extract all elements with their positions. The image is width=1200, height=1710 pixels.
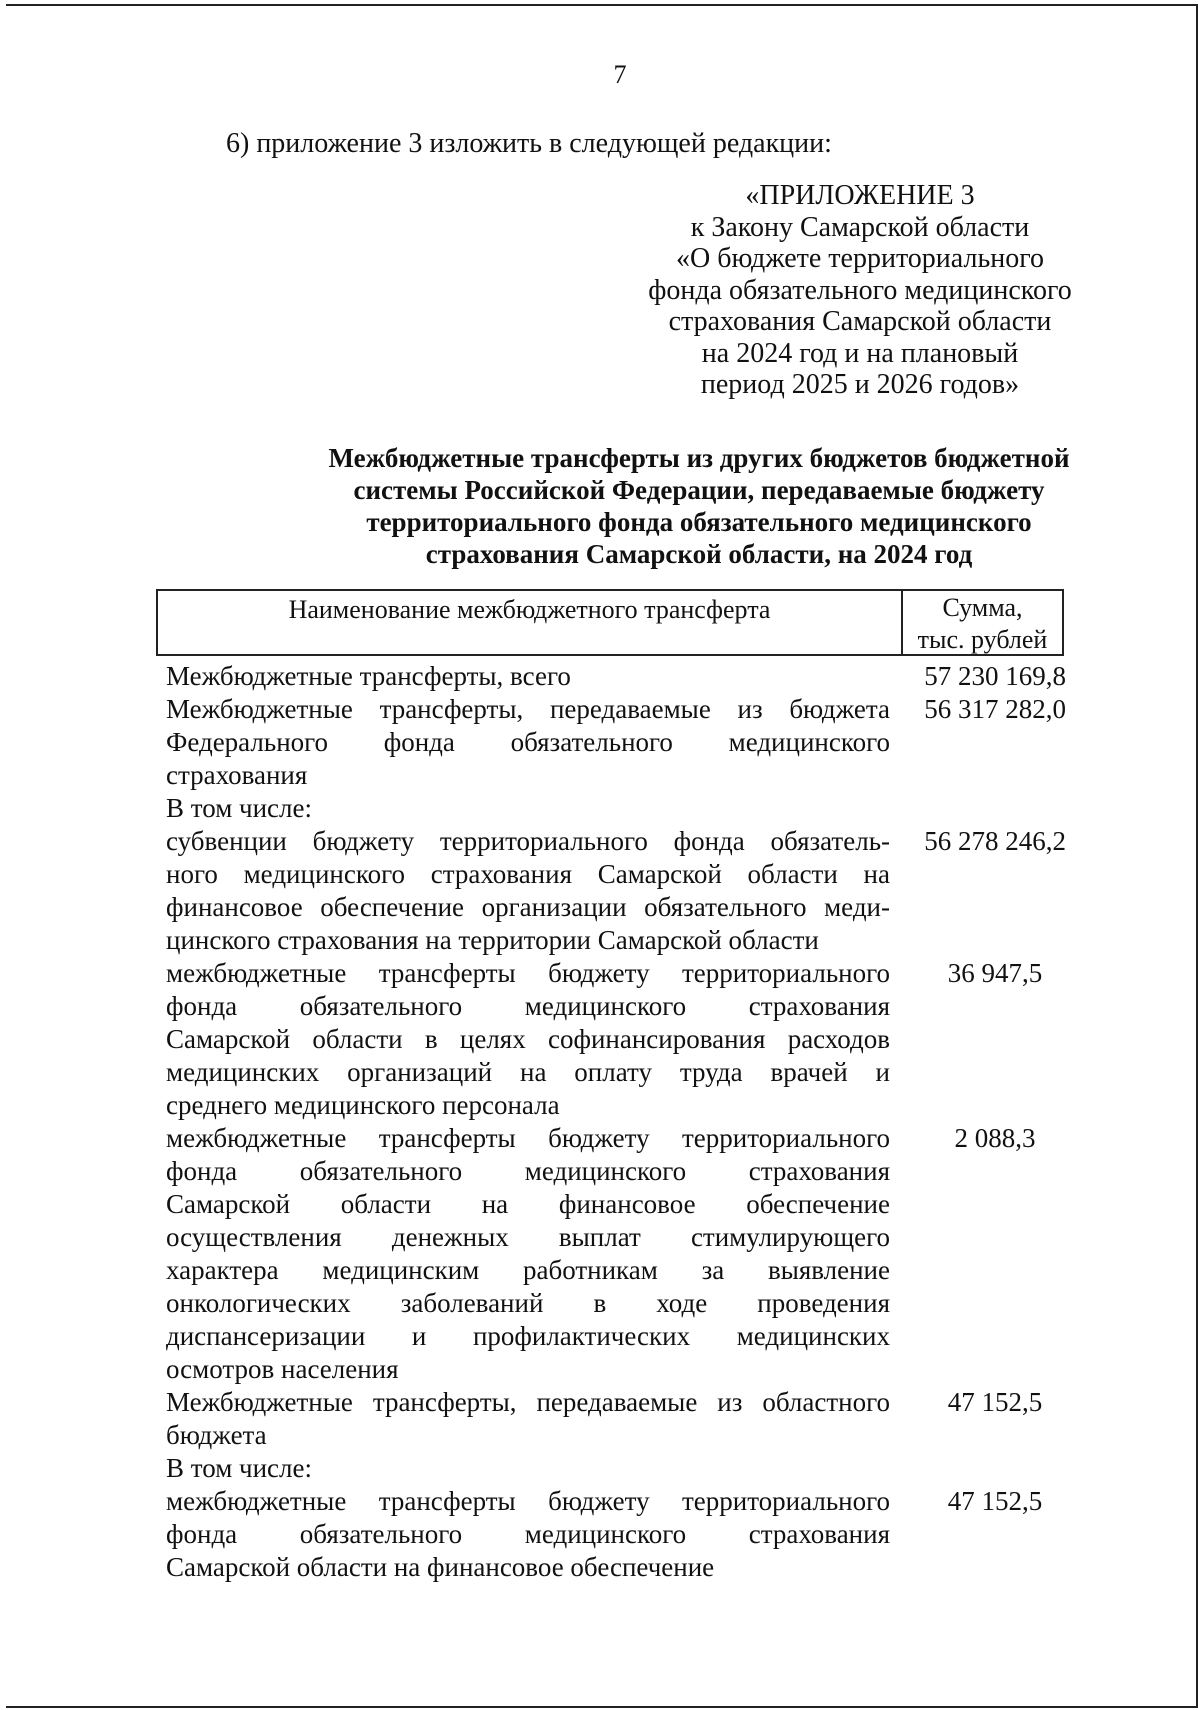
column-header-sum-line: Сумма, [942, 593, 1023, 622]
row-sum: 47 152,5 [947, 1387, 1043, 1417]
row-sum: 57 230 169,8 [924, 661, 1066, 691]
row-name-line: Межбюджетные трансферты, передаваемые из бюджета [166, 694, 890, 724]
row-name-line: межбюджетные трансферты бюджету территориального [166, 1486, 890, 1516]
title-line: территориального фонда обязательного медицинского [366, 507, 1032, 537]
row-name-line: характера медицинским работникам за выявление [166, 1255, 890, 1285]
row-name-line: Самарской области в целях софинансирования расходов [166, 1024, 890, 1054]
intro-paragraph: 6) приложение 3 изложить в следующей редакции: [226, 128, 832, 159]
row-name-line: Самарской области на финансовое обеспечение [166, 1552, 715, 1582]
row-name [166, 1485, 890, 1584]
page-number: 7 [613, 60, 627, 89]
appendix-header [620, 180, 1100, 401]
row-name [166, 1122, 890, 1386]
appendix-header-line: фонда обязательного медицинского [648, 274, 1072, 306]
appendix-header-line: страхования Самарской области [668, 306, 1052, 337]
row-name [166, 957, 890, 1122]
column-header-sum [903, 591, 1062, 654]
row-name [166, 825, 890, 957]
row-name-line: осуществления денежных выплат стимулирующего [166, 1222, 890, 1252]
table-row [166, 792, 1066, 825]
row-sum: 56 317 282,0 [924, 694, 1066, 724]
row-name [166, 660, 890, 693]
row-name-line: среднего медицинского персонала [166, 1090, 560, 1120]
appendix-header-line: на 2024 год и на плановый [701, 337, 1019, 369]
table-body [166, 660, 1066, 1584]
row-name-line: фонда обязательного медицинского страхования [166, 991, 890, 1021]
row-name-line: цинского страхования на территории Самарской области [166, 925, 819, 955]
appendix-header-line: «ПРИЛОЖЕНИЕ 3 [745, 180, 975, 211]
row-name-line: фонда обязательного медицинского страхования [166, 1519, 890, 1549]
table-row [166, 693, 1066, 792]
row-name-line: межбюджетные трансферты бюджету территориального [166, 1123, 890, 1153]
table-row [166, 825, 1066, 957]
row-name-line: онкологических заболеваний в ходе проведения [166, 1288, 890, 1318]
row-name-line: медицинских организаций на оплату труда врачей и [166, 1057, 890, 1087]
row-sum: 2 088,3 [954, 1123, 1036, 1153]
table-row [166, 660, 1066, 693]
row-name [166, 792, 890, 825]
row-name-line: межбюджетные трансферты бюджету территориального [166, 958, 890, 988]
row-sum: 36 947,5 [947, 958, 1043, 988]
row-name-line: Межбюджетные трансферты, передаваемые из областного [166, 1387, 890, 1417]
row-name-line: осмотров населения [166, 1354, 399, 1384]
appendix-header-line: «О бюджете территориального [676, 243, 1044, 274]
table-row [166, 1122, 1066, 1386]
row-name-line: В том числе: [166, 1453, 312, 1483]
row-sum: 56 278 246,2 [924, 826, 1066, 856]
row-sum: 47 152,5 [947, 1486, 1043, 1516]
title-line: Межбюджетные трансферты из других бюджетов бюджетной [328, 443, 1070, 473]
row-name-line: В том числе: [166, 793, 312, 823]
row-name [166, 1386, 890, 1452]
table-row [166, 1386, 1066, 1452]
table-row [166, 1485, 1066, 1584]
row-name-line: диспансеризации и профилактических медицинских [166, 1321, 890, 1351]
row-name [166, 693, 890, 792]
column-header-sum-unit: тыс. рублей [917, 625, 1048, 654]
title-line: страхования Самарской области, на 2024 год [425, 539, 973, 569]
row-name-line: субвенции бюджету территориального фонда обязатель- [166, 826, 890, 856]
row-name-line: финансовое обеспечение организации обязательного меди- [166, 892, 890, 922]
row-name-line: Межбюджетные трансферты, всего [166, 661, 571, 691]
table-row [166, 957, 1066, 1122]
title-line: системы Российской Федерации, передаваемые бюджету [353, 475, 1045, 505]
row-name-line: страхования [166, 760, 308, 790]
row-name-line: фонда обязательного медицинского страхования [166, 1156, 890, 1186]
table-row [166, 1452, 1066, 1485]
table-header [156, 589, 1064, 656]
appendix-header-line: период 2025 и 2026 годов» [700, 369, 1020, 400]
column-header-name: Наименование межбюджетного трансферта [158, 591, 903, 654]
row-name-line: Самарской области на финансовое обеспечение [166, 1189, 890, 1219]
row-name-line: Федерального фонда обязательного медицинского [166, 727, 890, 757]
row-name-line: ного медицинского страхования Самарской области на [166, 859, 890, 889]
appendix-header-line: к Закону Самарской области [690, 211, 1030, 243]
document-title [150, 442, 1200, 570]
row-name [166, 1452, 890, 1485]
row-name-line: бюджета [166, 1420, 267, 1450]
